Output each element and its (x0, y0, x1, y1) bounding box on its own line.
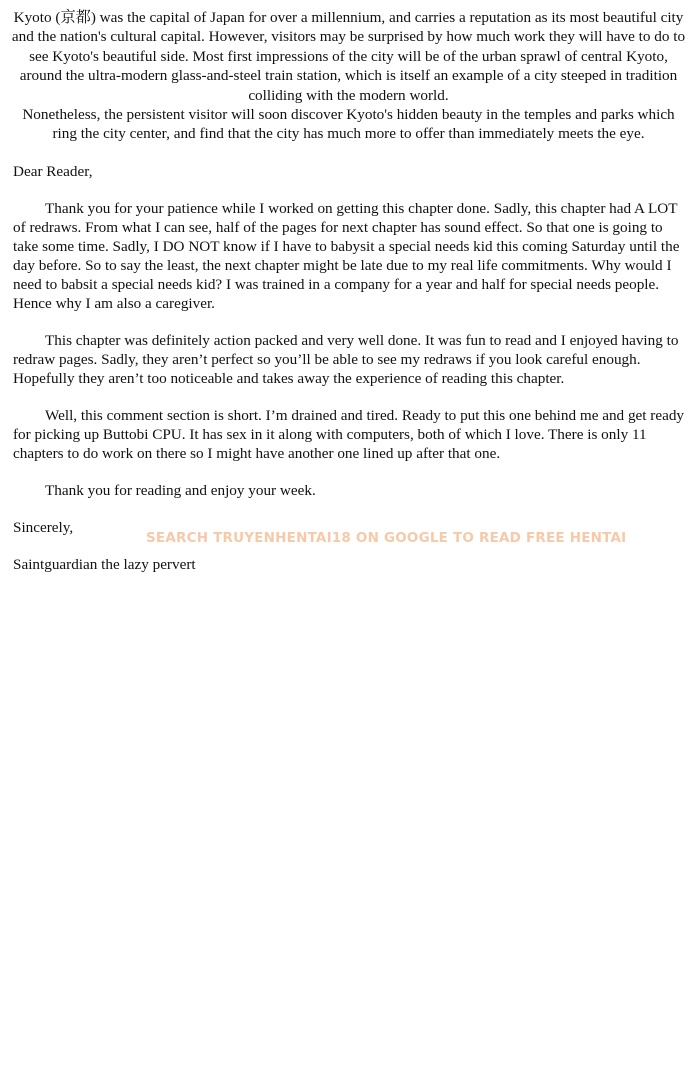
letter-paragraph-next-project: Well, this comment section is short. I’m drained and tired. Ready to put this one behind me and get ready for picking up Buttobi CPU. It has sex in it along with computers, both of which I love. There is only 11 chapters to do work on there so I might have another one lined up after that one. (13, 407, 685, 462)
letter-section (13, 162, 685, 592)
letter-salutation: Dear Reader, (13, 163, 93, 180)
watermark-text: SEARCH TRUYENHENTAI18 ON GOOGLE TO READ FREE HENTAI (146, 530, 627, 546)
letter-paragraph-action: This chapter was definitely action packed and very well done. It was fun to read and I enjoyed having to redraw pages. Sadly, they aren’t perfect so you’ll be able to see my redraws if you look careful enough. Hopefully they aren’t too noticeable and takes away the experience of reading this chapter. (13, 332, 679, 387)
letter-signature: Saintguardian the lazy pervert (13, 556, 196, 573)
intro-paragraph-hidden-beauty: Nonetheless, the persistent visitor will soon discover Kyoto's hidden beauty in the temples and parks which ring the city center, and find that the city has much more to offer than immediately meets the eye. (22, 106, 675, 143)
intro-section (10, 8, 687, 144)
letter-paragraph-redraws: Thank you for your patience while I worked on getting this chapter done. Sadly, this chapter had A LOT of redraws. From what I can see, half of the pages for next chapter has sound effect. So that one is going to take some time. Sadly, I DO NOT know if I have to babysit a special needs kid this coming Saturday until the day before. So to say the least, the next chapter might be late due to my real life commitments. Why would I need to babsit a special needs kid? I was trained in a company for a year and half for special needs people. Hence why I am also a caregiver. (13, 200, 680, 312)
letter-closing: Sincerely, (13, 519, 74, 536)
intro-paragraph-kyoto-history: Kyoto (京都) was the capital of Japan for over a millennium, and carries a reputation as its most beautiful city and the nation's cultural capital. However, visitors may be surprised by how much work they will have to do to see Kyoto's beautiful side. Most first impressions of the city will be of the urban sprawl of central Kyoto, around the ultra-modern glass-and-steel train station, which is itself an example of a city steeped in tradition colliding with the modern world. (11, 9, 686, 104)
letter-paragraph-thanks: Thank you for reading and enjoy your week. (45, 482, 316, 499)
